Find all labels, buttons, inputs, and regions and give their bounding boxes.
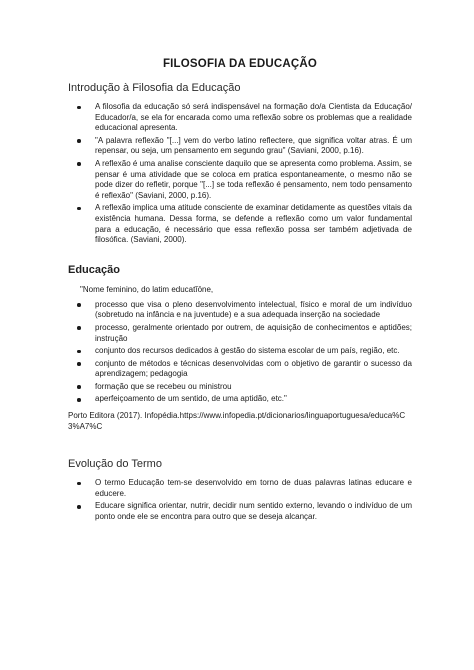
list-item: conjunto dos recursos dedicados à gestão do sistema escolar de um país, região, etc. xyxy=(95,346,412,357)
section-educacao xyxy=(68,264,412,433)
list-item: A reflexão implica uma atitude consciente de examinar detidamente as questões vitais da existência humana. Dessa forma, se defende a reflexão como um valor fundamental para a educação, é necessário que essa reflexão possa ser também adjetivada de filosófica. (Saviani, 2000). xyxy=(95,203,412,245)
bullet-list-evolucao xyxy=(68,478,412,522)
list-item: processo, geralmente orientado por outrem, de aquisição de conhecimentos e aptidões; instrução xyxy=(95,322,412,343)
list-item: conjunto de métodos e técnicas desenvolvidas com o objetivo de garantir o sucesso da aprendizagem; pedagogia xyxy=(95,358,412,379)
list-item: A reflexão é uma analise consciente daquilo que se apresenta como problema. Assim, se pensar é uma atividade que se coloca em pratica espontaneamente, o mesmo não se pode dizer do refletir, porque "[...] se toda reflexão é pensamento, nem todo pensamento é reflexão" (Saviani, 2000, p.16). xyxy=(95,158,412,200)
quote-intro: "Nome feminino, do latim educatĭōne, xyxy=(80,284,214,294)
section-introducao xyxy=(68,82,412,246)
list-item: O termo Educação tem-se desenvolvido em torno de duas palavras latinas educare e educere. xyxy=(95,478,412,498)
document-title: FILOSOFIA DA EDUCAÇÃO xyxy=(162,58,318,70)
bullet-list-educacao xyxy=(68,300,412,405)
section-evolucao xyxy=(68,458,412,522)
list-item: Educare significa orientar, nutrir, decidir num sentido externo, levando o indivíduo de um ponto onde ele se encontra para outro que se deseja alcançar. xyxy=(95,501,412,522)
citation: Porto Editora (2017). Infopédia.https://www.infopedia.pt/dicionarios/linguaportuguesa/educa%C3%A7%C xyxy=(68,411,406,431)
list-item: "A palavra reflexão "[...] vem do verbo latino reflectere, que significa voltar atras. É um repensar, ou seja, um pensamento em segundo grau" (Saviani, 2000, p.16). xyxy=(95,135,412,156)
section-heading-introducao: Introdução à Filosofia da Educação xyxy=(68,82,241,94)
list-item: aperfeiçoamento de um sentido, de uma aptidão, etc." xyxy=(95,394,412,405)
list-item: processo que visa o pleno desenvolvimento intelectual, físico e moral de um indivíduo (sobretudo na infância e na juventude) e a sua adequada inserção na sociedade xyxy=(95,299,412,320)
section-heading-evolucao: Evolução do Termo xyxy=(68,458,162,471)
list-item: A filosofia da educação só será indispensável na formação do/a Cientista da Educação/ Educador/a, se ela for encarada como uma reflexão sobre os problemas que a realidade educacional apresenta. xyxy=(95,102,412,133)
bullet-list-introducao xyxy=(68,102,412,246)
section-heading-educacao: Educação xyxy=(68,263,120,276)
list-item: formação que se recebeu ou ministrou xyxy=(95,382,412,393)
